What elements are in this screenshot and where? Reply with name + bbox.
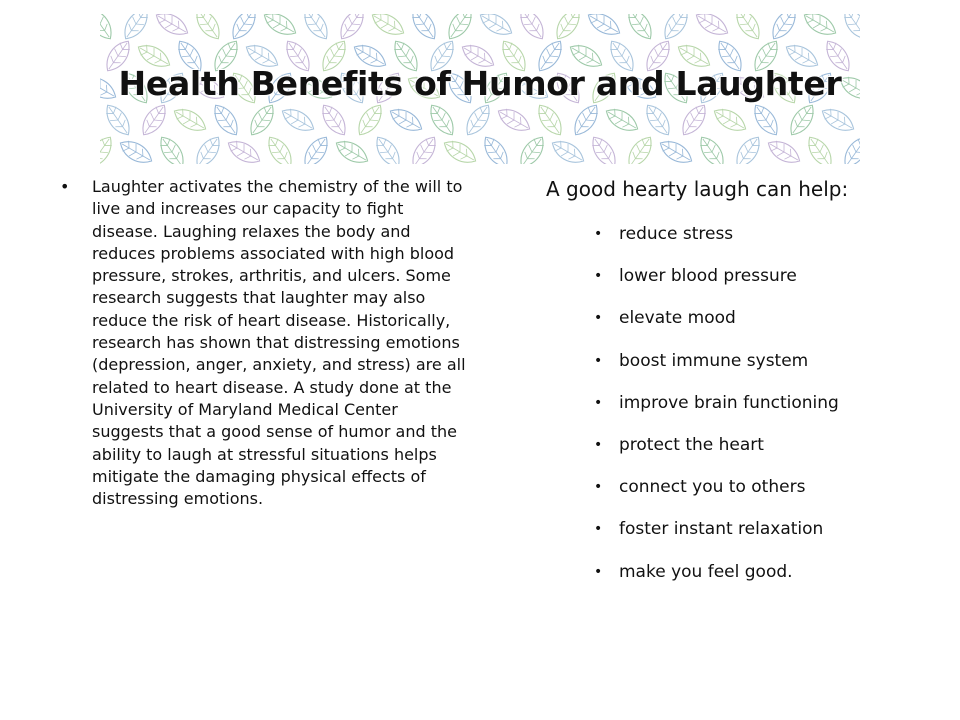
- leaf-icon: [551, 14, 585, 43]
- bullet-icon: •: [594, 394, 603, 411]
- leaf-icon: [443, 14, 477, 43]
- benefit-item: [594, 475, 839, 517]
- leaf-icon: [857, 101, 860, 140]
- benefit-item: [594, 391, 839, 433]
- leaf-icon: [710, 104, 749, 136]
- leaf-icon: [569, 101, 603, 140]
- benefit-item: [594, 349, 839, 391]
- leaf-icon: [692, 14, 731, 40]
- bullet-icon: •: [594, 479, 603, 496]
- leaf-icon: [839, 14, 860, 43]
- benefit-text: make you feel good.: [619, 561, 793, 582]
- benefit-item: [594, 560, 839, 602]
- leaf-icon: [371, 133, 405, 164]
- leaf-icon: [749, 101, 783, 140]
- leaf-icon: [137, 101, 171, 140]
- leaf-icon: [317, 101, 351, 140]
- leaf-icon: [263, 133, 297, 164]
- leaf-icon: [368, 14, 407, 40]
- leaf-icon: [227, 14, 261, 43]
- leaf-icon: [494, 104, 533, 136]
- benefit-text: connect you to others: [619, 477, 806, 498]
- leaf-icon: [224, 136, 263, 164]
- benefit-item: [594, 222, 839, 264]
- leaf-icon: [191, 14, 225, 43]
- leaf-icon: [191, 133, 225, 164]
- leaf-icon: [100, 14, 117, 43]
- leaf-icon: [461, 101, 495, 140]
- leaf-icon: [731, 133, 765, 164]
- benefits-list: [594, 222, 839, 602]
- leaf-icon: [209, 101, 243, 140]
- leaf-icon: [155, 133, 189, 164]
- leaf-icon: [515, 133, 549, 164]
- leaf-icon: [100, 133, 117, 164]
- benefit-text: boost immune system: [619, 350, 809, 371]
- leaf-icon: [548, 136, 587, 164]
- bullet-icon: •: [594, 226, 603, 242]
- leaf-icon: [818, 104, 857, 136]
- slide-title: Health Benefits of Humor and Laughter: [118, 64, 842, 103]
- leaf-icon: [641, 101, 675, 140]
- benefit-text: lower blood pressure: [619, 266, 797, 287]
- leaf-icon: [677, 101, 711, 140]
- leaf-icon: [515, 14, 549, 43]
- leaf-icon: [839, 133, 860, 164]
- bullet-icon: •: [60, 177, 70, 196]
- leaf-icon: [407, 14, 441, 43]
- benefit-item: [594, 306, 839, 348]
- leaf-icon: [299, 133, 333, 164]
- leaf-icon: [425, 101, 459, 140]
- leaf-icon: [119, 14, 153, 43]
- benefit-text: foster instant relaxation: [619, 519, 824, 540]
- leaf-icon: [803, 133, 837, 164]
- leaf-icon: [407, 133, 441, 164]
- leaf-icon: [623, 133, 657, 164]
- benefit-text: improve brain functioning: [619, 392, 839, 413]
- leaf-icon: [476, 14, 515, 40]
- right-heading: A good hearty laugh can help:: [546, 177, 849, 201]
- leaf-icon: [479, 133, 513, 164]
- left-column: [60, 176, 470, 510]
- benefit-text: reduce stress: [619, 224, 734, 244]
- benefit-text: elevate mood: [619, 308, 736, 329]
- leaf-icon: [152, 14, 191, 40]
- left-bullet-item: [60, 176, 470, 510]
- bullet-icon: •: [594, 310, 603, 327]
- left-bullet-text: Laughter activates the chemistry of the will to live and increases our capacity to fight disease. Laughing relaxes the body and reduces problems associated with high blood pressure, strokes, arthritis, and ulcers. Some research suggests that laughter may also reduce the risk of heart disease. Historically, research has shown that distressing emotions (depression, anger, anxiety, and stress) are all related to heart disease. A study done at the University of Maryland Medical Center suggests that a good sense of humor and the ability to laugh at stressful situations helps mitigate the damaging physical effects of distressing emotions.: [92, 177, 466, 509]
- benefit-item: [594, 433, 839, 475]
- leaf-icon: [353, 101, 387, 140]
- leaf-icon: [656, 136, 695, 164]
- bullet-icon: •: [594, 268, 603, 285]
- leaf-icon: [533, 101, 567, 140]
- leaf-icon: [332, 136, 371, 164]
- leaf-icon: [278, 104, 317, 136]
- bullet-icon: •: [594, 521, 603, 538]
- leaf-icon: [116, 136, 155, 164]
- leaf-icon: [764, 136, 803, 164]
- benefit-item: [594, 264, 839, 306]
- leaf-icon: [800, 14, 839, 40]
- leaf-icon: [731, 14, 765, 43]
- leaf-icon: [695, 133, 729, 164]
- leaf-icon: [623, 14, 657, 43]
- leaf-icon: [386, 104, 425, 136]
- leaf-icon: [101, 101, 135, 140]
- benefit-text: protect the heart: [619, 434, 764, 455]
- leaf-icon: [602, 104, 641, 136]
- leaf-icon: [584, 14, 623, 40]
- leaf-icon: [335, 14, 369, 43]
- benefit-item: [594, 517, 839, 559]
- leaf-icon: [587, 133, 621, 164]
- leaf-icon: [785, 101, 819, 140]
- leaf-icon: [299, 14, 333, 43]
- leaf-icon: [767, 14, 801, 43]
- leaf-icon: [440, 136, 479, 164]
- leaf-icon: [659, 14, 693, 43]
- leaf-icon: [260, 14, 299, 40]
- bullet-icon: •: [594, 563, 603, 580]
- leaf-icon: [245, 101, 279, 140]
- bullet-icon: •: [594, 436, 603, 453]
- bullet-icon: •: [594, 352, 603, 369]
- leaf-icon: [170, 104, 209, 136]
